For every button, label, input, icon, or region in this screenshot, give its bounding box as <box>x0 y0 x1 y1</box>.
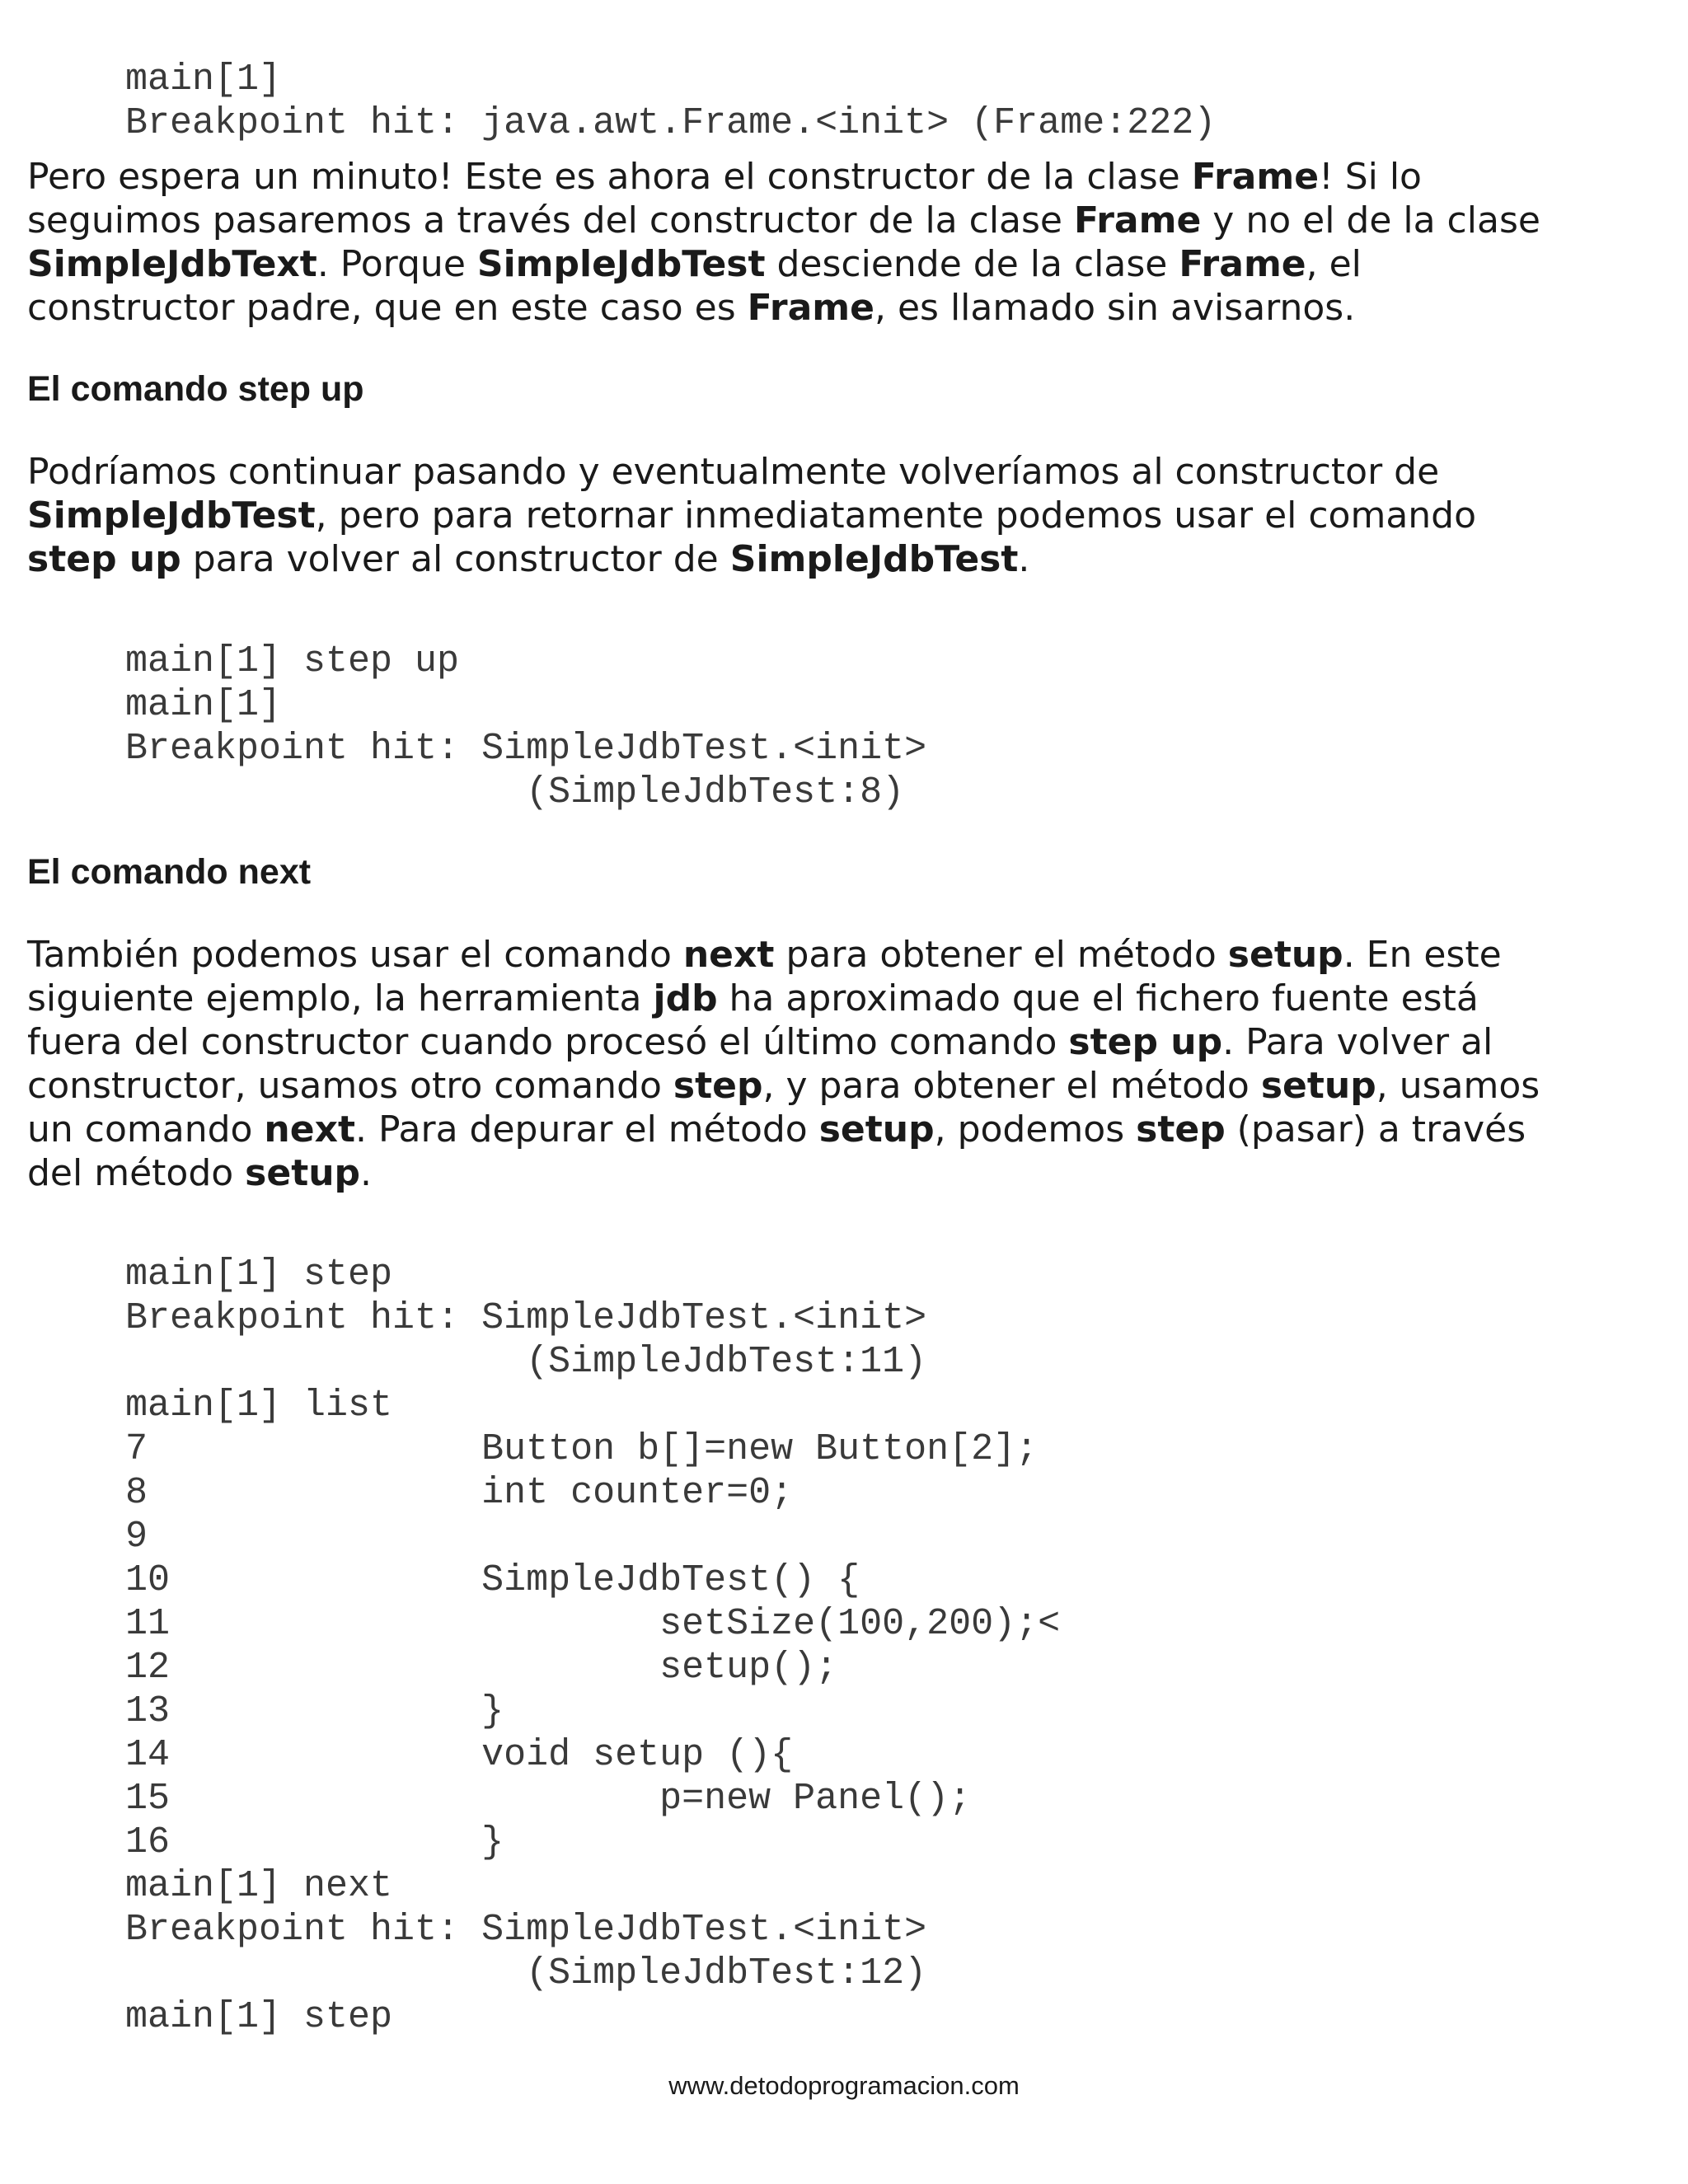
code-line: 12 setup(); <box>125 1647 838 1689</box>
code-line: (SimpleJdbTest:8) <box>125 771 905 813</box>
bold-term: Frame <box>1073 199 1202 241</box>
code-line: 11 setSize(100,200);< <box>125 1603 1061 1645</box>
text-run: , y para obtener el método <box>762 1065 1261 1107</box>
text-run: También podemos usar el comando <box>27 934 683 976</box>
bold-term: step <box>1136 1108 1226 1151</box>
bold-term: setup <box>245 1152 361 1194</box>
text-run: para volver al constructor de <box>181 538 730 580</box>
bold-term: Frame <box>747 287 874 329</box>
code-line: main[1] next <box>125 1865 393 1907</box>
code-line: main[1] <box>125 59 282 101</box>
text-run: . En este <box>1343 934 1502 976</box>
text-line <box>27 1108 1667 1151</box>
text-run: , podemos <box>934 1108 1137 1151</box>
text-run: para obtener el método <box>774 934 1228 976</box>
code-line: 14 void setup (){ <box>125 1734 794 1776</box>
heading-step-up: El comando step up <box>27 369 364 409</box>
text-line <box>27 494 1667 537</box>
text-run: Pero espera un minuto! Este es ahora el constructor de la clase <box>27 156 1192 198</box>
text-line <box>27 933 1667 977</box>
code-line: (SimpleJdbTest:11) <box>125 1341 927 1383</box>
code-line: 15 p=new Panel(); <box>125 1778 972 1820</box>
text-run: (pasar) a través <box>1225 1108 1526 1151</box>
bold-term: SimpleJdbText <box>27 243 317 285</box>
bold-term: jdb <box>653 977 718 1019</box>
code-block-breakpoint-frame <box>125 58 1216 145</box>
code-line: 7 Button b[]=new Button[2]; <box>125 1428 1039 1470</box>
bold-term: Frame <box>1179 243 1306 285</box>
code-line: 8 int counter=0; <box>125 1472 794 1514</box>
code-line: Breakpoint hit: SimpleJdbTest.<init> <box>125 728 927 770</box>
text-line <box>27 155 1667 199</box>
paragraph-next <box>27 933 1667 1195</box>
code-line: main[1] step up <box>125 640 460 682</box>
bold-term: SimpleJdbTest <box>27 494 316 537</box>
code-block-list-next <box>125 1253 1060 2039</box>
heading-next: El comando next <box>27 852 312 892</box>
code-line: main[1] <box>125 684 282 726</box>
text-run: . Porque <box>316 243 477 285</box>
text-line <box>27 199 1667 242</box>
code-line: (SimpleJdbTest:12) <box>125 1952 927 1994</box>
code-line: main[1] list <box>125 1385 393 1427</box>
bold-term: Frame <box>1191 156 1320 198</box>
text-run: siguiente ejemplo, la herramienta <box>27 977 654 1019</box>
text-run: constructor, usamos otro comando <box>27 1065 673 1107</box>
text-line <box>27 1020 1667 1064</box>
bold-term: step up <box>27 538 181 580</box>
bold-term: SimpleJdbTest <box>729 538 1019 580</box>
code-line: 10 SimpleJdbTest() { <box>125 1559 860 1601</box>
code-block-step-up <box>125 640 926 814</box>
text-run: ha aproximado que el fichero fuente está <box>717 977 1479 1019</box>
text-run: del método <box>27 1152 246 1194</box>
text-run: seguimos pasaremos a través del constructor de la clase <box>27 199 1074 241</box>
text-line <box>27 977 1667 1020</box>
code-line: main[1] step <box>125 1996 393 2038</box>
code-line: Breakpoint hit: java.awt.Frame.<init> (Frame:222) <box>125 102 1217 144</box>
bold-term: SimpleJdbTest <box>476 243 766 285</box>
text-run: ! Si lo <box>1319 156 1422 198</box>
paragraph-step-up <box>27 450 1667 581</box>
text-line <box>27 286 1667 330</box>
code-line: 9 <box>125 1516 148 1558</box>
code-line: Breakpoint hit: SimpleJdbTest.<init> <box>125 1297 927 1339</box>
text-run: , pero para retornar inmediatamente podemos usar el comando <box>315 494 1477 537</box>
text-run: , usamos <box>1376 1065 1540 1107</box>
bold-term: next <box>682 934 775 976</box>
text-run: , el <box>1306 243 1362 285</box>
text-line <box>27 1064 1667 1108</box>
code-line: 13 } <box>125 1690 504 1732</box>
text-run: . Para volver al <box>1222 1021 1493 1063</box>
bold-term: step up <box>1068 1021 1223 1063</box>
footer-url: www.detodoprogramacion.com <box>668 2071 1020 2100</box>
text-line <box>27 450 1667 494</box>
bold-term: setup <box>818 1108 935 1151</box>
bold-term: step <box>673 1065 763 1107</box>
text-run: y no el de la clase <box>1201 199 1540 241</box>
text-run: fuera del constructor cuando procesó el último comando <box>27 1021 1069 1063</box>
text-run: . <box>1018 538 1030 580</box>
text-run: . <box>360 1152 373 1194</box>
text-run: un comando <box>27 1108 265 1151</box>
text-run: Podríamos continuar pasando y eventualmente volveríamos al constructor de <box>27 451 1440 493</box>
paragraph-frame-constructor <box>27 155 1667 330</box>
bold-term: next <box>264 1108 356 1151</box>
code-line: Breakpoint hit: SimpleJdbTest.<init> <box>125 1909 927 1951</box>
code-line: main[1] step <box>125 1254 393 1296</box>
text-line <box>27 242 1667 286</box>
text-run: . Para depurar el método <box>355 1108 819 1151</box>
code-line: 16 } <box>125 1821 504 1863</box>
text-line <box>27 1151 1667 1195</box>
text-run: desciende de la clase <box>765 243 1179 285</box>
bold-term: setup <box>1227 934 1343 976</box>
text-run: constructor padre, que en este caso es <box>27 287 748 329</box>
text-line <box>27 537 1667 581</box>
text-run: , es llamado sin avisarnos. <box>874 287 1356 329</box>
bold-term: setup <box>1260 1065 1376 1107</box>
